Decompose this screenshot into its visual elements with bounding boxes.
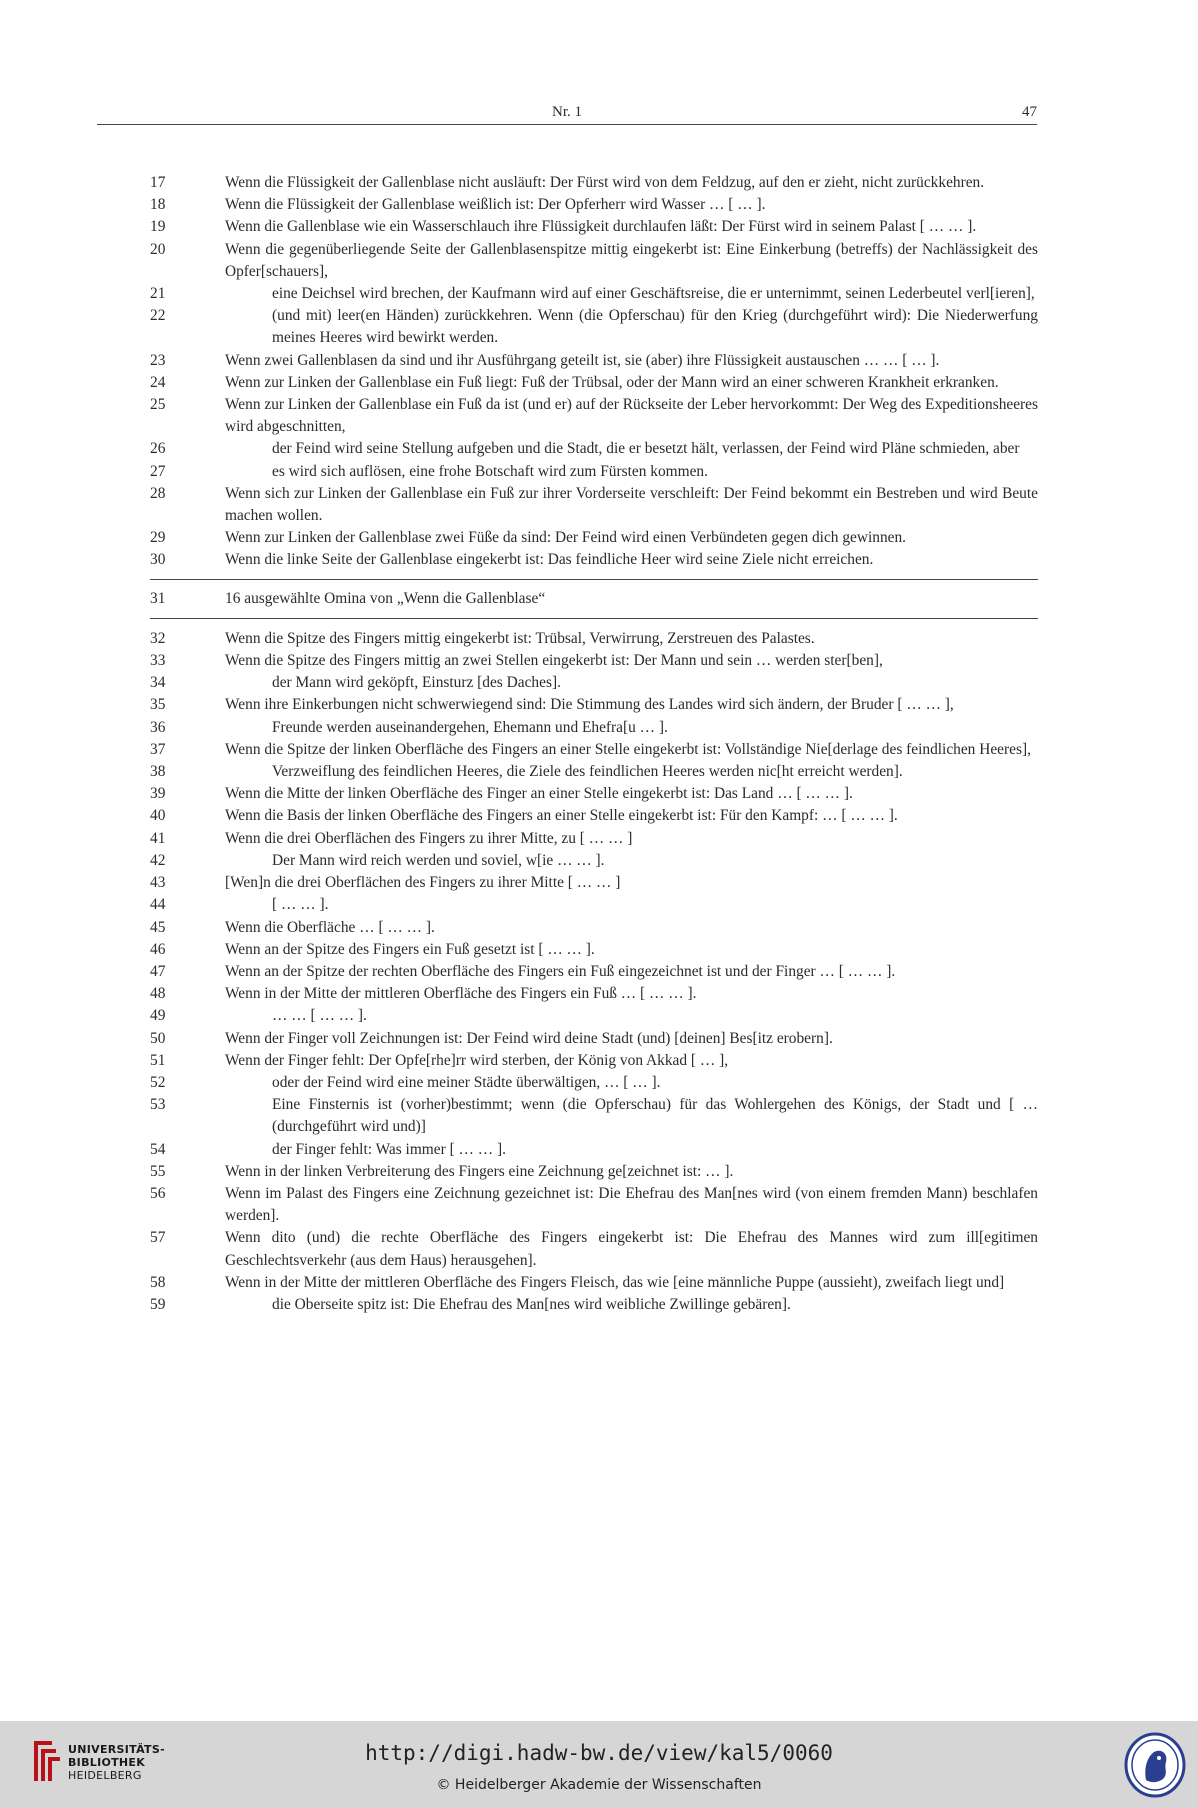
line-number: 34 — [150, 674, 166, 692]
line-text: Wenn die gegenüberliegende Seite der Gallenblasenspitze mittig eingekerbt ist: Eine Einkerbung (betreffs) der Nachlässigkeit des Opfer[schauers], — [225, 240, 1038, 280]
line-text: Wenn die Spitze des Fingers mittig eingekerbt ist: Trübsal, Verwirrung, Zerstreuen des Palastes. — [225, 629, 815, 647]
text-line — [150, 1183, 1038, 1227]
line-number: 20 — [150, 240, 166, 258]
text-line — [150, 483, 1038, 527]
line-text: [Wen]n die drei Oberflächen des Fingers zu ihrer Mitte [ … … ] — [225, 874, 621, 892]
header-title: Nr. 1 — [552, 104, 582, 120]
line-text: Verzweiflung des feindlichen Heeres, die Ziele des feindlichen Heeres werden nic[ht erreicht werden]. — [272, 763, 903, 781]
line-number: 36 — [150, 718, 166, 736]
line-text: … … [ … … ]. — [272, 1007, 367, 1025]
text-line — [150, 872, 1038, 894]
line-text: Wenn die Spitze der linken Oberfläche des Fingers an einer Stelle eingekerbt ist: Vollständige Nie[derlage des feindlichen Heeres], — [225, 740, 1031, 758]
text-line — [150, 549, 1038, 571]
line-text: Wenn an der Spitze des Fingers ein Fuß gesetzt ist [ … … ]. — [225, 940, 595, 958]
line-number: 23 — [150, 351, 166, 369]
text-line — [150, 850, 1038, 872]
text-line — [150, 372, 1038, 394]
line-number: 59 — [150, 1295, 166, 1313]
line-number: 33 — [150, 652, 166, 670]
text-line — [150, 283, 1038, 305]
text-line — [150, 961, 1038, 983]
text-line — [150, 828, 1038, 850]
text-line — [150, 194, 1038, 216]
text-line — [150, 172, 1038, 194]
line-number: 28 — [150, 484, 166, 502]
text-line — [150, 394, 1038, 438]
text-line — [150, 1139, 1038, 1161]
text-line — [150, 628, 1038, 650]
line-number: 57 — [150, 1229, 166, 1247]
line-number: 45 — [150, 918, 166, 936]
page-number: 47 — [1022, 104, 1037, 120]
text-line — [150, 1272, 1038, 1294]
line-number: 39 — [150, 785, 166, 803]
line-number: 27 — [150, 462, 166, 480]
numbered-text-body — [150, 172, 1038, 1316]
text-line — [150, 894, 1038, 916]
line-number: 21 — [150, 285, 166, 303]
line-number: 42 — [150, 851, 166, 869]
line-text: Wenn die drei Oberflächen des Fingers zu ihrer Mitte, zu [ … … ] — [225, 829, 633, 847]
line-text: Wenn der Finger voll Zeichnungen ist: Der Feind wird deine Stadt (und) [deinen] Bes[itz erobern]. — [225, 1029, 833, 1047]
line-text: Wenn die Oberfläche … [ … … ]. — [225, 918, 435, 936]
line-number: 19 — [150, 218, 166, 236]
permalink-url[interactable]: http://digi.hadw-bw.de/view/kal5/0060 — [365, 1741, 833, 1765]
line-number: 32 — [150, 629, 166, 647]
text-line — [150, 1005, 1038, 1027]
line-text: Wenn die Mitte der linken Oberfläche des Finger an einer Stelle eingekerbt ist: Das Land … [ … … ]. — [225, 785, 853, 803]
line-number: 25 — [150, 396, 166, 414]
library-name-line1: UNIVERSITÄTS- — [68, 1743, 165, 1756]
line-number: 58 — [150, 1273, 166, 1291]
academy-seal-icon — [1124, 1732, 1186, 1798]
line-number: 53 — [150, 1096, 166, 1114]
line-number: 40 — [150, 807, 166, 825]
text-line — [150, 983, 1038, 1005]
line-text: Wenn die Flüssigkeit der Gallenblase nicht ausläuft: Der Fürst wird von dem Feldzug, auf den er zieht, nicht zurückkehren. — [225, 174, 985, 191]
text-line — [150, 1072, 1038, 1094]
text-line — [150, 694, 1038, 716]
text-line — [150, 917, 1038, 939]
line-text: [ … … ]. — [272, 896, 329, 914]
line-text: Wenn dito (und) die rechte Oberfläche des Fingers eingekerbt ist: Die Ehefrau des Mannes wird zum ill[egitimen Geschlechtsverkehr (aus dem Haus) herausgehen]. — [225, 1229, 1038, 1269]
section-heading-line — [150, 579, 1038, 619]
text-line — [150, 1294, 1038, 1316]
text-line — [150, 1227, 1038, 1271]
text-line — [150, 461, 1038, 483]
line-number: 17 — [150, 174, 166, 191]
text-line — [150, 939, 1038, 961]
line-number: 41 — [150, 829, 166, 847]
text-line — [150, 672, 1038, 694]
line-number: 46 — [150, 940, 166, 958]
line-number: 48 — [150, 985, 166, 1003]
line-text: Wenn an der Spitze der rechten Oberfläche des Fingers ein Fuß eingezeichnet ist und der Finger … [ … … ]. — [225, 962, 896, 980]
text-line — [150, 216, 1038, 238]
line-number: 29 — [150, 529, 166, 547]
line-number: 51 — [150, 1051, 166, 1069]
line-text: Wenn die Flüssigkeit der Gallenblase weißlich ist: Der Opferherr wird Wasser … [ … ]. — [225, 196, 766, 214]
line-text: der Mann wird geköpft, Einsturz [des Daches]. — [272, 674, 561, 692]
line-text: oder der Feind wird eine meiner Städte überwältigen, … [ … ]. — [272, 1073, 661, 1091]
line-text: Wenn die Gallenblase wie ein Wasserschlauch ihre Flüssigkeit durchlaufen läßt: Der Fürst wird in seinem Palast [ … … ]. — [225, 218, 977, 236]
line-number: 52 — [150, 1073, 166, 1091]
line-text: Wenn in der Mitte der mittleren Oberfläche des Fingers Fleisch, das wie [eine männliche Puppe (aussieht), zweifach liegt und] — [225, 1273, 1005, 1291]
text-line — [150, 438, 1038, 460]
line-number: 31 — [150, 589, 166, 607]
line-text: Wenn zwei Gallenblasen da sind und ihr Ausführgang geteilt ist, sie (aber) ihre Flüssigkeit austauschen … … [ … ]. — [225, 351, 940, 369]
line-number: 38 — [150, 763, 166, 781]
text-line — [150, 1161, 1038, 1183]
line-text: 16 ausgewählte Omina von „Wenn die Gallenblase“ — [225, 589, 546, 607]
line-text: Wenn die linke Seite der Gallenblase eingekerbt ist: Das feindliche Heer wird seine Ziele nicht erreichen. — [225, 551, 874, 569]
library-name-line2: BIBLIOTHEK — [68, 1756, 146, 1769]
line-number: 49 — [150, 1007, 166, 1025]
line-number: 26 — [150, 440, 166, 458]
line-text: es wird sich auflösen, eine frohe Botschaft wird zum Fürsten kommen. — [272, 462, 708, 480]
line-number: 56 — [150, 1184, 166, 1202]
line-text: Wenn sich zur Linken der Gallenblase ein Fuß zur ihrer Vorderseite verschleift: Der Feind bekommt ein Bestreben und wird Beute machen wollen. — [225, 484, 1038, 525]
text-line — [150, 527, 1038, 549]
line-text: der Feind wird seine Stellung aufgeben und die Stadt, die er besetzt hält, verlassen, der Feind wird Pläne schmieden, aber — [272, 440, 1020, 458]
line-number: 55 — [150, 1162, 166, 1180]
line-number: 43 — [150, 874, 166, 892]
line-number: 47 — [150, 962, 166, 980]
text-line — [150, 783, 1038, 805]
line-text: Wenn ihre Einkerbungen nicht schwerwiegend sind: Die Stimmung des Landes wird sich ändern, der Bruder [ … … ], — [225, 696, 954, 714]
line-number: 54 — [150, 1140, 166, 1158]
text-line — [150, 805, 1038, 827]
line-text: Wenn im Palast des Fingers eine Zeichnung gezeichnet ist: Die Ehefrau des Man[nes wird (von einem fremden Mann) beschlafen werden]. — [225, 1184, 1038, 1225]
line-text: Wenn in der linken Verbreiterung des Fingers eine Zeichnung ge[zeichnet ist: … ]. — [225, 1162, 734, 1180]
line-text: eine Deichsel wird brechen, der Kaufmann wird auf einer Geschäftsreise, die er unternimmt, seinen Lederbeutel verl[ieren], — [272, 285, 1035, 303]
line-number: 44 — [150, 896, 166, 914]
text-line — [150, 717, 1038, 739]
text-line — [150, 650, 1038, 672]
line-number: 22 — [150, 307, 166, 325]
text-line — [150, 350, 1038, 372]
line-number: 24 — [150, 373, 166, 391]
text-line — [150, 239, 1038, 283]
line-text: Der Mann wird reich werden und soviel, w[ie … … ]. — [272, 851, 605, 869]
line-text: Wenn die Spitze des Fingers mittig an zwei Stellen eingekerbt ist: Der Mann und sein … werden ster[ben], — [225, 652, 883, 670]
text-line — [150, 305, 1038, 349]
text-line — [150, 1050, 1038, 1072]
line-number: 35 — [150, 696, 166, 714]
line-text: Wenn die Basis der linken Oberfläche des Fingers an einer Stelle eingekerbt ist: Für den Kampf: … [ … … ]. — [225, 807, 898, 825]
line-number: 18 — [150, 196, 166, 214]
line-text: Wenn zur Linken der Gallenblase zwei Füße da sind: Der Feind wird einen Verbündeten gegen dich gewinnen. — [225, 529, 907, 547]
text-line — [150, 761, 1038, 783]
line-text: (und mit) leer(en Händen) zurückkehren. Wenn (die Opferschau) für den Krieg (durchgeführt wird): Die Niederwerfung meines Heeres wird bewirkt werden. — [272, 307, 1038, 347]
text-line — [150, 739, 1038, 761]
line-text: Wenn der Finger fehlt: Der Opfe[rhe]rr wird sterben, der König von Akkad [ … ], — [225, 1051, 729, 1069]
line-number: 37 — [150, 740, 166, 758]
running-header — [97, 100, 1037, 125]
line-text: die Oberseite spitz ist: Die Ehefrau des Man[nes wird weibliche Zwillinge gebären]. — [272, 1295, 791, 1313]
library-name-line3: HEIDELBERG — [68, 1769, 142, 1782]
line-text: Freunde werden auseinandergehen, Ehemann und Ehefra[u … ]. — [272, 718, 668, 736]
footer-bar — [0, 1721, 1198, 1808]
line-text: Eine Finsternis ist (vorher)bestimmt; wenn (die Opferschau) für das Wohlergehen des Königs, der Stadt und [ … (durchgeführt wird und)] — [272, 1096, 1038, 1136]
line-number: 30 — [150, 551, 166, 569]
line-text: Wenn zur Linken der Gallenblase ein Fuß liegt: Fuß der Trübsal, oder der Mann wird an einer schweren Krankheit erkranken. — [225, 373, 999, 391]
line-text: der Finger fehlt: Was immer [ … … ]. — [272, 1140, 506, 1158]
copyright-notice: © Heidelberger Akademie der Wissenschaften — [436, 1777, 762, 1793]
line-text: Wenn in der Mitte der mittleren Oberfläche des Fingers ein Fuß … [ … … ]. — [225, 985, 697, 1003]
text-line — [150, 1028, 1038, 1050]
text-line — [150, 1094, 1038, 1138]
line-text: Wenn zur Linken der Gallenblase ein Fuß da ist (und er) auf der Rückseite der Leber hervorkommt: Der Weg des Expeditionsheeres wird abgeschnitten, — [225, 396, 1038, 436]
line-number: 50 — [150, 1029, 166, 1047]
